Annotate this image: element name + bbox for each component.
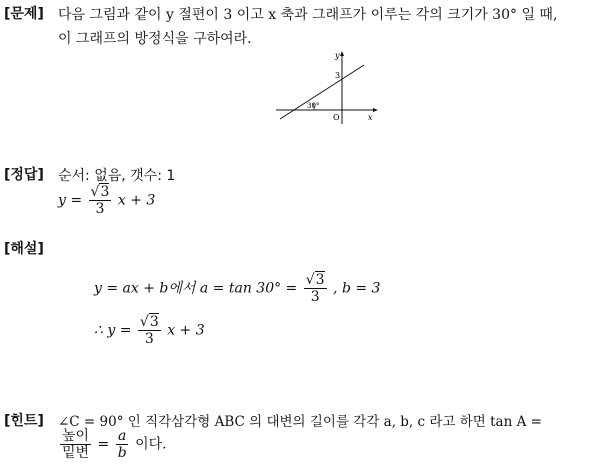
hint-frac-num: 높이 — [62, 428, 90, 444]
solution-line1-post: , b = 3 — [333, 280, 381, 297]
solution-line2-pre: ∴ y = — [94, 322, 132, 339]
hint-tail: 이다. — [135, 436, 167, 453]
answer-den: 3 — [95, 201, 105, 217]
solution-label: [해설] — [4, 241, 44, 257]
solution-line2-den: 3 — [144, 331, 154, 347]
hint-fraction-ab — [116, 428, 129, 461]
solution-line1-num: 3 — [315, 272, 325, 288]
graph-figure — [272, 48, 382, 128]
solution-line2-fraction: $\frac{√3}{3}$ — [139, 314, 159, 347]
hint-ab-den: b — [117, 445, 127, 461]
hint-line2 — [58, 428, 167, 461]
angle-label: 30° — [307, 102, 320, 110]
hint-frac-den: 밑변 — [62, 445, 90, 461]
solution-line2 — [94, 314, 205, 347]
solution-line1-den: 3 — [310, 289, 320, 305]
x-axis-label: x — [368, 113, 373, 122]
solution-line2-num: 3 — [149, 314, 159, 330]
y-axis-label: y — [335, 51, 340, 60]
answer-rest: x + 3 — [117, 192, 156, 209]
origin-label: O — [333, 113, 340, 122]
x-axis-arrow — [373, 108, 378, 112]
hint-line1: ∠C = 90° 인 직각삼각형 ABC 의 대변의 길이를 각각 a, b, c 라고 하면 tan A = — [58, 414, 542, 430]
solution-line2-post: x + 3 — [167, 322, 205, 339]
problem-text-line1: 다음 그림과 같이 y 절편이 3 이고 x 축과 그래프가 이루는 각의 크기가 30° 일 때, — [58, 7, 558, 23]
hint-fraction-height-base — [60, 428, 91, 461]
answer-fraction: $\frac{√3}{3}$ — [90, 184, 110, 217]
problem-text-line2: 이 그래프의 방정식을 구하여라. — [58, 31, 252, 47]
solution-line1-fraction: $\frac{√3}{3}$ — [305, 272, 325, 305]
problem-label: [문제] — [4, 6, 44, 22]
solution-line1 — [94, 272, 380, 305]
solution-line1-pre: y = ax + b에서 a = tan 30° = — [94, 280, 298, 297]
y-axis-arrow — [340, 51, 344, 56]
answer-label: [정답] — [4, 167, 44, 183]
hint-eq: = — [97, 436, 110, 453]
graph-line — [280, 65, 364, 119]
hint-ab-num: a — [118, 428, 127, 444]
answer-num: 3 — [100, 184, 110, 200]
answer-lhs: y = — [58, 192, 83, 209]
intercept-label: 3 — [335, 71, 341, 80]
answer-meta: 순서: 없음, 갯수: 1 — [58, 168, 176, 184]
hint-label: [힌트] — [4, 413, 44, 429]
answer-equation — [58, 184, 155, 217]
